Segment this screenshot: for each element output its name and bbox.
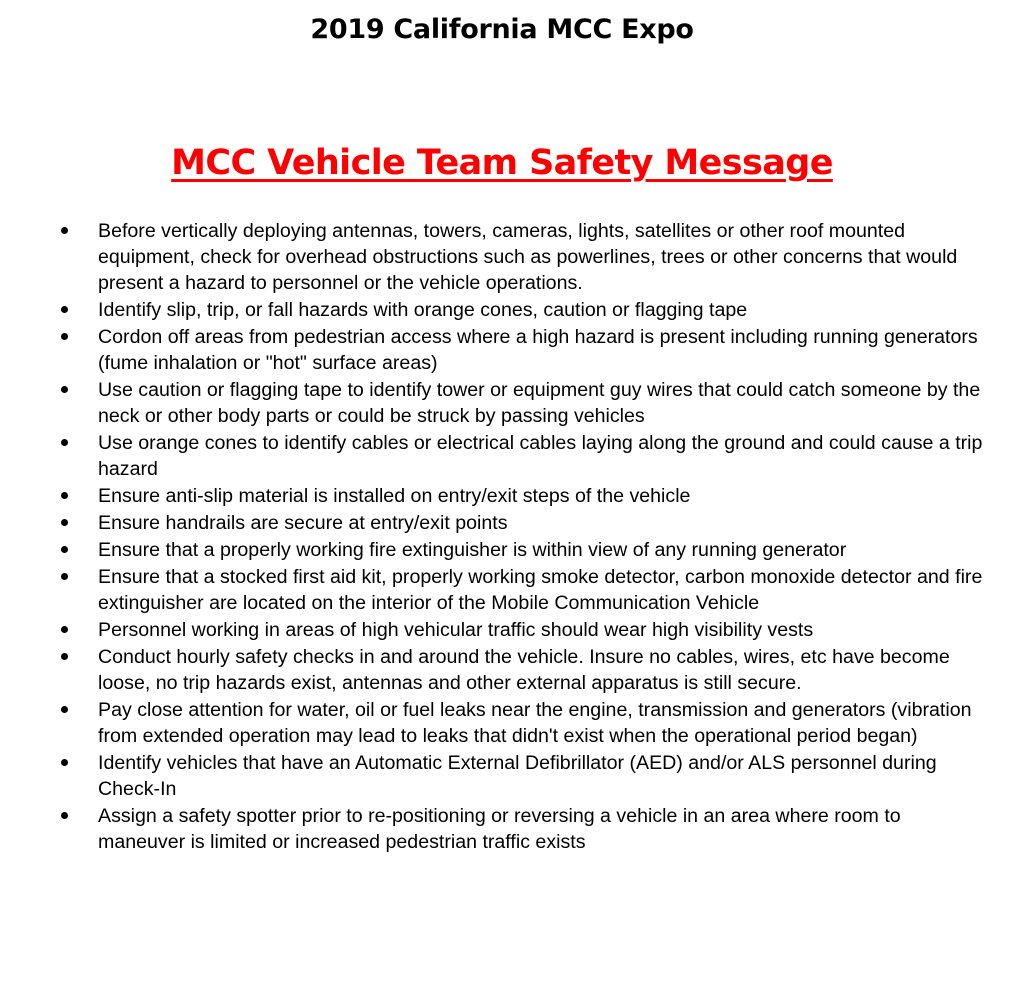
list-item-text: Ensure that a properly working fire extinguisher is within view of any running generator xyxy=(98,539,847,561)
bullet-dot-icon xyxy=(61,306,68,313)
page-title: MCC Vehicle Team Safety Message xyxy=(171,143,833,183)
bullet-dot-icon xyxy=(61,653,68,660)
bullet-dot-icon xyxy=(61,759,68,766)
list-item xyxy=(0,510,1024,536)
bullet-dot-icon xyxy=(61,333,68,340)
list-item xyxy=(0,697,1024,749)
list-item xyxy=(0,750,1024,802)
list-item-text: Cordon off areas from pedestrian access where a high hazard is present including running generators (fume inhalation or "hot" surface areas) xyxy=(98,326,978,374)
list-item-text: Ensure handrails are secure at entry/exit points xyxy=(98,512,508,534)
list-item xyxy=(0,564,1024,616)
list-item-text: Conduct hourly safety checks in and around the vehicle. Insure no cables, wires, etc have become loose, no trip hazards exist, antennas and other external apparatus is still secure. xyxy=(98,646,950,694)
list-item-text: Identify slip, trip, or fall hazards with orange cones, caution or flagging tape xyxy=(98,299,748,321)
safety-bullet-list xyxy=(0,218,1024,856)
list-item xyxy=(0,297,1024,323)
list-item-text: Assign a safety spotter prior to re-positioning or reversing a vehicle in an area where room to maneuver is limited or increased pedestrian traffic exists xyxy=(98,805,901,853)
list-item xyxy=(0,803,1024,855)
event-title: 2019 California MCC Expo xyxy=(310,14,694,45)
list-item-text: Identify vehicles that have an Automatic External Defibrillator (AED) and/or ALS personnel during Check-In xyxy=(98,752,937,800)
list-item-text: Ensure anti-slip material is installed on entry/exit steps of the vehicle xyxy=(98,485,691,507)
list-item xyxy=(0,617,1024,643)
list-item xyxy=(0,377,1024,429)
list-item-text: Personnel working in areas of high vehicular traffic should wear high visibility vests xyxy=(98,619,814,641)
list-item xyxy=(0,483,1024,509)
list-item-text: Pay close attention for water, oil or fuel leaks near the engine, transmission and generators (vibration from extended operation may lead to leaks that didn't exist when the operational period began) xyxy=(98,699,972,747)
bullet-dot-icon xyxy=(61,812,68,819)
bullet-dot-icon xyxy=(61,492,68,499)
bullet-dot-icon xyxy=(61,546,68,553)
list-item xyxy=(0,644,1024,696)
bullet-dot-icon xyxy=(61,626,68,633)
list-item-text: Use caution or flagging tape to identify tower or equipment guy wires that could catch someone by the neck or other body parts or could be struck by passing vehicles xyxy=(98,379,981,427)
list-item xyxy=(0,430,1024,482)
list-item-text: Use orange cones to identify cables or electrical cables laying along the ground and could cause a trip hazard xyxy=(98,432,983,480)
list-item xyxy=(0,218,1024,296)
list-item xyxy=(0,324,1024,376)
bullet-dot-icon xyxy=(61,573,68,580)
bullet-dot-icon xyxy=(61,386,68,393)
bullet-dot-icon xyxy=(61,519,68,526)
list-item xyxy=(0,537,1024,563)
bullet-dot-icon xyxy=(61,227,68,234)
bullet-dot-icon xyxy=(61,706,68,713)
list-item-text: Before vertically deploying antennas, towers, cameras, lights, satellites or other roof mounted equipment, check for overhead obstructions such as powerlines, trees or other concerns that would present a hazard to personnel or the vehicle operations. xyxy=(98,220,958,294)
bullet-dot-icon xyxy=(61,439,68,446)
list-item-text: Ensure that a stocked first aid kit, properly working smoke detector, carbon monoxide detector and fire extinguisher are located on the interior of the Mobile Communication Vehicle xyxy=(98,566,983,614)
